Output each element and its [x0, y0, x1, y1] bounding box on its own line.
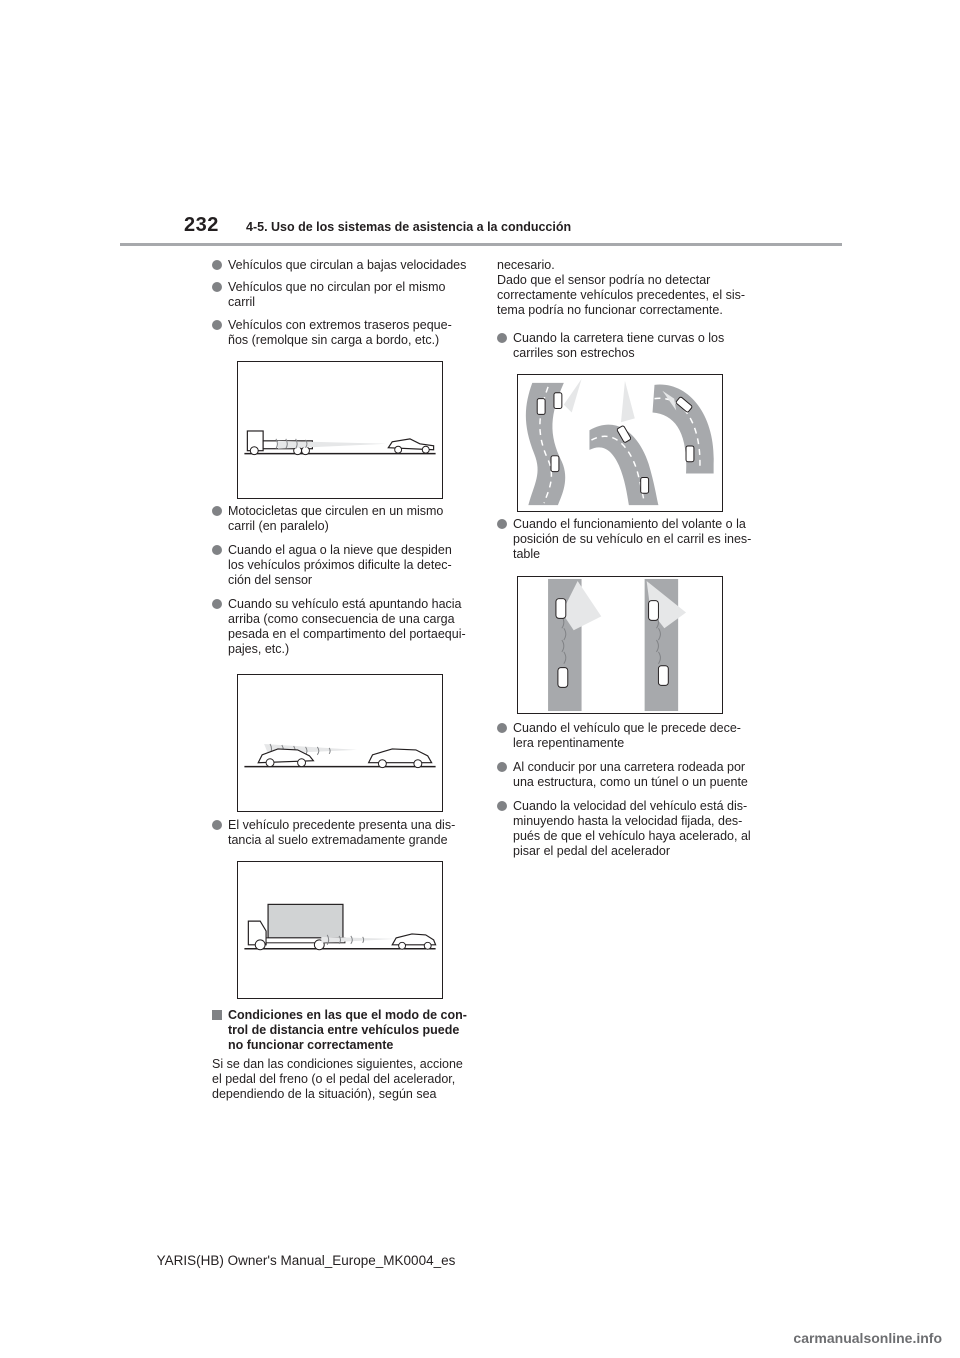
bullet-high-clearance: El vehículo precedente presenta una dis- tancia al suelo extremadamente grande	[212, 818, 498, 848]
subheading-conditions: Condiciones en las que el modo de con- trol de distancia entre vehículos puede no funcionar correctamente	[212, 1008, 498, 1053]
bullet-motorcycles: Motocicletas que circulen en un mismo carril (en paralelo)	[212, 504, 498, 534]
bullet-steering: Cuando el funcionamiento del volante o la posición de su vehículo en el carril es ines- table	[497, 517, 773, 562]
bullet-pointing-up: Cuando su vehículo está apuntando hacia arriba (como consecuencia de una carga pesada en el compartimento del portaequi- pajes, etc.)	[212, 597, 498, 657]
bullet-speed-decreasing: Cuando la velocidad del vehículo está dis- minuyendo hasta la velocidad fijada, des- pués de que el vehículo haya acelerado, al pisar el pedal del acelerador	[497, 799, 773, 859]
figure-car-pointing-up	[237, 674, 443, 812]
figure-curved-roads	[517, 374, 723, 512]
watermark[interactable]: carmanualsonline.info	[793, 1330, 942, 1346]
bullet-curves: Cuando la carretera tiene curvas o los carriles son estrechos	[497, 331, 773, 361]
bullet-sudden-deceleration: Cuando el vehículo que le precede dece- lera repentinamente	[497, 721, 773, 751]
section-title: 4-5. Uso de los sistemas de asistencia a la conducción	[246, 220, 572, 234]
figure-truck-high-clearance	[237, 861, 443, 999]
bullet-other-lane: Vehículos que no circulan por el mismo carril	[212, 280, 498, 310]
bullet-slow-vehicles: Vehículos que circulan a bajas velocidades	[212, 258, 498, 273]
figure-lane-position	[517, 576, 723, 714]
bullet-small-rear: Vehículos con extremos traseros peque- ños (remolque sin carga a bordo, etc.)	[212, 318, 498, 348]
paragraph-sensor: necesario. Dado que el sensor podría no detectar correctamente vehículos precedentes, el sis- tema podría no funcionar correctamente.	[497, 258, 746, 317]
bullet-tunnel-bridge: Al conducir por una carretera rodeada por una estructura, como un túnel o un puente	[497, 760, 773, 790]
header-divider	[120, 243, 842, 246]
bullet-water-snow: Cuando el agua o la nieve que despiden los vehículos próximos dificulte la detec- ción del sensor	[212, 543, 498, 588]
paragraph-brake-instructions: Si se dan las condiciones siguientes, accione el pedal del freno (o el pedal del acelerador, dependiendo de la situación), según sea	[212, 1057, 463, 1101]
figure-truck-trailer	[237, 361, 443, 499]
page-number: 232	[184, 214, 219, 236]
footer-manual-id: YARIS(HB) Owner's Manual_Europe_MK0004_es	[156, 1253, 456, 1268]
